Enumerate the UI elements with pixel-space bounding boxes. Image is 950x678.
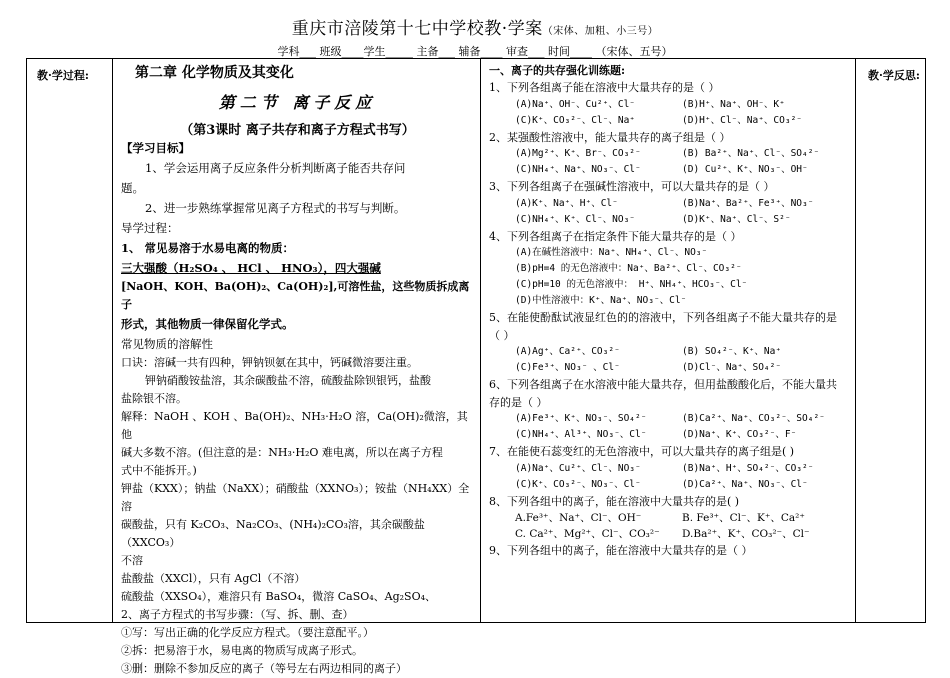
option: (D)中性溶液中：K⁺、Na⁺、NO₃⁻、Cl⁻	[515, 295, 687, 306]
question-5-cont: （ ）	[489, 328, 515, 342]
lesson-content-column	[113, 59, 481, 675]
step-write: ①写：写出正确的化学反应方程式。（要注意配平。）	[121, 626, 374, 639]
carbonate-line: 碳酸盐，只有 K₂CO₃、Na₂CO₃、(NH₄)₂CO₃溶，其余碳酸盐（XXCO₃）	[121, 518, 425, 549]
option: (A)Na⁺、Cu²⁺、Cl⁻、NO₃⁻	[515, 462, 641, 474]
chapter-title: 第二章 化学物质及其变化	[135, 65, 294, 81]
option: (C)K⁺、CO₃²⁻、NO₃⁻、Cl⁻	[515, 478, 641, 490]
option: (D)Na⁺、K⁺、CO₃²⁻、F⁻	[682, 429, 797, 440]
option: (A)Mg²⁺、K⁺、Br⁻、CO₃²⁻	[515, 148, 641, 159]
strong-bases-list: [NaOH、KOH、Ba(OH)₂、Ca(OH)₂],可溶性盐，这些物质拆成离子	[121, 280, 470, 311]
question-6-cont: 存的是（ ）	[489, 395, 548, 409]
lesson-title: （第3课时 离子共存和离子方程式书写）	[180, 123, 415, 138]
step-split: ②拆：把易溶于水，易电离的物质写成离子形式。	[121, 644, 363, 657]
school-title	[0, 14, 950, 39]
option: (D)Ca²⁺、Na⁺、NO₃⁻、Cl⁻	[682, 478, 808, 490]
solubility-heading: 常见物质的溶解性	[121, 337, 213, 351]
lesson-table	[26, 58, 926, 675]
section-title: 第二节 离子反应	[218, 93, 377, 112]
carbonate-line-cont: 不溶	[121, 554, 143, 567]
question-9: 9、下列各组中的离子，能在溶液中大量共存的是（ ）	[489, 544, 753, 557]
info-line: 学科___ 班级____学生_____ 主备___ 辅备____ 审查___ 时间____ （宋体、五号）	[277, 45, 673, 58]
reflection-column	[856, 59, 926, 622]
option: (C)K⁺、CO₃²⁻、Cl⁻、Na⁺	[515, 114, 636, 126]
option: (D)Cl⁻、Na⁺、SO₄²⁻	[682, 362, 782, 373]
ionize-rule: 形式，其他物质一律保留化学式。	[121, 317, 294, 331]
option: (C)NH₄⁺、Al³⁺、NO₃⁻、Cl⁻	[515, 429, 647, 440]
option: (D)K⁺、Na⁺、Cl⁻、S²⁻	[682, 213, 791, 225]
process-column	[27, 59, 113, 622]
question-1: 1、下列各组离子能在溶液中大量共存的是（ ）	[489, 81, 720, 94]
exercise-column	[481, 59, 856, 622]
school-title-text: 重庆市涪陵第十七中学校教·学案	[291, 19, 543, 39]
option: (C)NH₄⁺、K⁺、Cl⁻、NO₃⁻	[515, 213, 636, 225]
option: (A)Ag⁺、Ca²⁺、CO₃²⁻	[515, 346, 620, 357]
point-1-heading: 1、 常见易溶于水易电离的物质：	[121, 241, 295, 255]
objectives-heading: 【学习目标】	[121, 141, 190, 155]
option: (A)Fe³⁺、K⁺、NO₃⁻、SO₄²⁻	[515, 413, 647, 424]
option: (A)在碱性溶液中：Na⁺、NH₄⁺、Cl⁻、NO₃⁻	[515, 247, 708, 258]
option: (C)NH₄⁺、Na⁺、NO₃⁻、Cl⁻	[515, 164, 641, 175]
rhyme-line-1: 口诀：溶碱一共有四种，钾钠钡氨在其中，钙碱微溶要注重。	[121, 356, 418, 369]
exercise-heading: 一、离子的共存强化训练题:	[489, 64, 626, 77]
option: D.Ba²⁺、K⁺、CO₃²⁻、Cl⁻	[682, 528, 810, 540]
explain-line-1: 解释：NaOH 、KOH 、Ba(OH)₂、NH₃·H₂O 溶，Ca(OH)₂微溶，其他	[121, 410, 468, 441]
rhyme-line-3: 盐除银不溶。	[121, 392, 187, 405]
question-1-options	[489, 97, 849, 129]
option: (A)Na⁺、OH⁻、Cu²⁺、Cl⁻	[515, 98, 636, 110]
objective-1: 1、学会运用离子反应条件分析判断离子能否共存问	[145, 161, 406, 175]
option: C. Ca²⁺、Mg²⁺、Cl⁻、CO₃²⁻	[515, 528, 660, 540]
chloride-line: 盐酸盐（XXCl），只有 AgCl（不溶）	[121, 572, 306, 585]
question-6: 6、下列各组离子在水溶液中能大量共存，但用盐酸酸化后，不能大量共	[489, 378, 837, 391]
objective-2: 2、进一步熟练掌握常见离子方程式的书写与判断。	[145, 201, 406, 215]
step-delete: ③删：删除不参加反应的离子（等号左右两边相同的离子）	[121, 662, 407, 675]
option: (B) SO₄²⁻、K⁺、Na⁺	[682, 346, 782, 357]
question-4: 4、下列各组离子在指定条件下能大量共存的是（ ）	[489, 229, 742, 243]
option: (D)H⁺、Cl⁻、Na⁺、CO₃²⁻	[682, 114, 803, 126]
page-header	[0, 14, 950, 59]
option: (B)H⁺、Na⁺、OH⁻、K⁺	[682, 98, 785, 110]
steps-heading: 2、离子方程式的书写步骤：（写、拆、删、查）	[121, 608, 354, 621]
option: (B)pH=4 的无色溶液中：Na⁺、Ba²⁺、Cl⁻、CO₃²⁻	[515, 263, 742, 274]
question-3: 3、下列各组离子在强碱性溶液中，可以大量共存的是（ ）	[489, 180, 775, 193]
question-8-options	[489, 510, 849, 542]
question-7-options	[489, 461, 849, 493]
option: (D) Cu²⁺、K⁺、NO₃⁻、OH⁻	[682, 164, 808, 175]
option: B. Fe³⁺、Cl⁻、K⁺、Ca²⁺	[682, 512, 805, 524]
question-8: 8、下列各组中的离子，能在溶液中大量共存的是( )	[489, 494, 740, 508]
question-5: 5、在能使酚酞试液显红色的的溶液中，下列各组离子不能大量共存的是	[489, 311, 837, 324]
reflection-label: 教·学反思:	[868, 69, 920, 82]
guide-heading: 导学过程：	[121, 221, 179, 235]
explain-line-3: 式中不能拆开。)	[121, 464, 197, 477]
option: (B)Na⁺、Ba²⁺、Fe³⁺、NO₃⁻	[682, 197, 814, 209]
option: A.Fe³⁺、Na⁺、Cl⁻、OH⁻	[515, 512, 642, 524]
option: (B)Na⁺、H⁺、SO₄²⁻、CO₃²⁻	[682, 462, 814, 474]
question-2: 2、某强酸性溶液中，能大量共存的离子组是（ ）	[489, 130, 731, 144]
option: (B)Ca²⁺、Na⁺、CO₃²⁻、SO₄²⁻	[682, 413, 825, 424]
question-5-options	[489, 344, 849, 376]
option: (A)K⁺、Na⁺、H⁺、Cl⁻	[515, 197, 618, 209]
explain-line-2: 碱大多数不溶。(但注意的是：NH₃·H₂O 难电离，所以在离子方程	[121, 446, 443, 459]
question-2-options	[489, 146, 849, 178]
question-3-options	[489, 196, 849, 228]
objective-1-cont: 题。	[121, 181, 144, 195]
option: (C)pH=10 的无色溶液中： H⁺、NH₄⁺、HCO₃⁻、Cl⁻	[515, 279, 748, 290]
option: (B) Ba²⁺、Na⁺、Cl⁻、SO₄²⁻	[682, 148, 820, 159]
salts-line-1-cont: 溶	[121, 500, 132, 513]
question-7: 7、在能使石蕊变红的无色溶液中，可以大量共存的离子组是( )	[489, 445, 795, 458]
option: (C)Fe³⁺、NO₃⁻ 、Cl⁻	[515, 362, 620, 373]
question-6-options	[489, 411, 849, 443]
process-label: 教·学过程:	[37, 69, 89, 82]
rhyme-line-2: 钾钠硝酸铵盐溶，其余碳酸盐不溶，硫酸盐除钡银钙，盐酸	[145, 374, 431, 387]
title-format-note: （宋体、加粗、小三号）	[542, 26, 659, 37]
sulfate-line: 硫酸盐（XXSO₄），难溶只有 BaSO₄，微溶 CaSO₄、Ag₂SO₄、	[121, 590, 437, 603]
salts-line-1: 钾盐（KXX）；钠盐（NaXX）；硝酸盐（XXNO₃）；铵盐（NH₄XX）全	[121, 482, 470, 495]
strong-acids-bases: 三大强酸（H₂SO₄ 、 HCl 、 HNO₃），四大强碱	[121, 261, 381, 275]
